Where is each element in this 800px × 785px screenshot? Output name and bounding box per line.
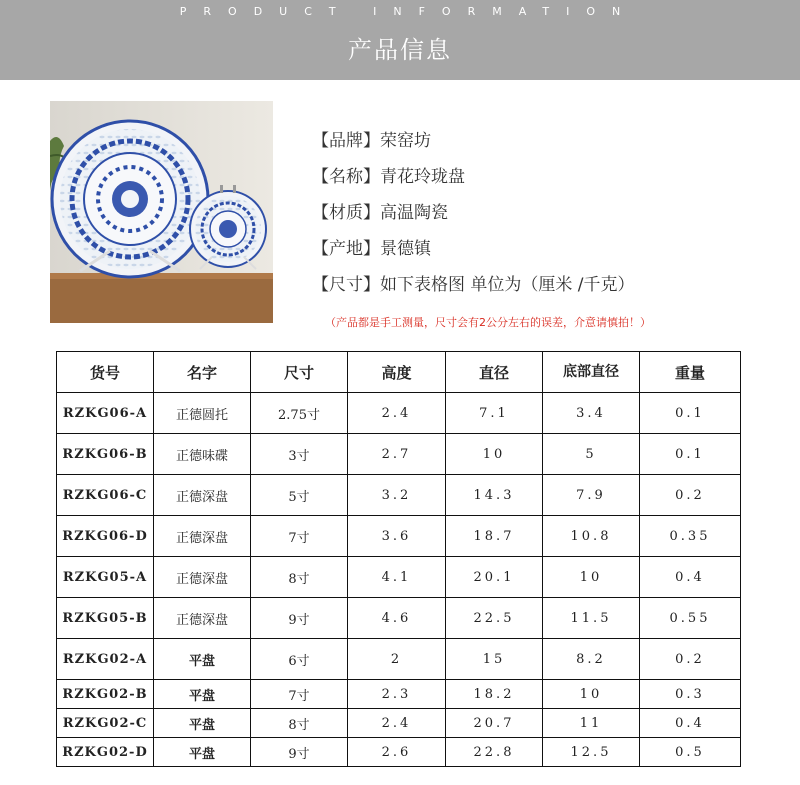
cell-name: 正德深盘: [154, 516, 251, 557]
info-material: 【材质】高温陶瓷: [312, 203, 448, 223]
cell-diameter: 10: [446, 434, 543, 475]
cell-code: RZKG02-D: [57, 738, 154, 767]
cell-base-diameter: 10.8: [543, 516, 640, 557]
cell-weight: 0.4: [640, 557, 741, 598]
table-row: [57, 393, 741, 434]
header-size: 尺寸: [251, 352, 348, 393]
cell-code: RZKG02-A: [57, 639, 154, 680]
cell-code: RZKG05-A: [57, 557, 154, 598]
cell-name: 平盘: [154, 709, 251, 738]
table-row: [57, 738, 741, 767]
header-height: 高度: [348, 352, 446, 393]
cell-name: 正德深盘: [154, 557, 251, 598]
cell-size: 3寸: [251, 434, 348, 475]
cell-base-diameter: 10: [543, 680, 640, 709]
cell-base-diameter: 8.2: [543, 639, 640, 680]
cell-diameter: 20.1: [446, 557, 543, 598]
table-row: [57, 475, 741, 516]
cell-size: 7寸: [251, 680, 348, 709]
cell-code: RZKG06-C: [57, 475, 154, 516]
info-size: 【尺寸】如下表格图 单位为（厘米 /千克）: [312, 275, 635, 295]
cell-height: 3.6: [348, 516, 446, 557]
cell-base-diameter: 12.5: [543, 738, 640, 767]
cell-size: 6寸: [251, 639, 348, 680]
table-row: [57, 598, 741, 639]
cell-base-diameter: 5: [543, 434, 640, 475]
cell-code: RZKG02-B: [57, 680, 154, 709]
table-row: [57, 557, 741, 598]
cell-base-diameter: 11: [543, 709, 640, 738]
cell-weight: 0.1: [640, 434, 741, 475]
product-photo: [50, 101, 273, 323]
cell-code: RZKG05-B: [57, 598, 154, 639]
cell-weight: 0.35: [640, 516, 741, 557]
cell-height: 2: [348, 639, 446, 680]
cell-diameter: 14.3: [446, 475, 543, 516]
table-row: [57, 709, 741, 738]
cell-name: 平盘: [154, 639, 251, 680]
cell-height: 4.1: [348, 557, 446, 598]
product-info: [312, 126, 635, 306]
cell-diameter: 22.5: [446, 598, 543, 639]
cell-code: RZKG06-B: [57, 434, 154, 475]
info-name: 【名称】青花玲珑盘: [312, 167, 465, 187]
cell-size: 8寸: [251, 557, 348, 598]
cell-height: 2.3: [348, 680, 446, 709]
cell-name: 正德味碟: [154, 434, 251, 475]
table-row: [57, 680, 741, 709]
cell-weight: 0.3: [640, 680, 741, 709]
cell-weight: 0.2: [640, 639, 741, 680]
cell-diameter: 15: [446, 639, 543, 680]
cell-name: 平盘: [154, 680, 251, 709]
measurement-note: （产品都是手工测量，尺寸会有2公分左右的误差，介意请慎拍！）: [325, 316, 651, 329]
header-title-en: PRODUCT INFORMATION: [179, 5, 638, 18]
cell-height: 2.6: [348, 738, 446, 767]
cell-name: 正德圆托: [154, 393, 251, 434]
table-header-row: [57, 352, 741, 393]
table-row: [57, 639, 741, 680]
cell-weight: 0.1: [640, 393, 741, 434]
cell-name: 正德深盘: [154, 475, 251, 516]
cell-diameter: 22.8: [446, 738, 543, 767]
cell-diameter: 20.7: [446, 709, 543, 738]
cell-base-diameter: 10: [543, 557, 640, 598]
cell-height: 2.4: [348, 709, 446, 738]
cell-size: 9寸: [251, 738, 348, 767]
cell-size: 2.75寸: [251, 393, 348, 434]
cell-code: RZKG06-A: [57, 393, 154, 434]
cell-name: 平盘: [154, 738, 251, 767]
header-code: 货号: [57, 352, 154, 393]
cell-size: 9寸: [251, 598, 348, 639]
cell-weight: 0.5: [640, 738, 741, 767]
cell-weight: 0.4: [640, 709, 741, 738]
header-title-cn: 产品信息: [348, 36, 452, 64]
info-brand: 【品牌】荣窑坊: [312, 131, 431, 151]
cell-height: 4.6: [348, 598, 446, 639]
header-base-diameter: 底部直径: [543, 352, 640, 393]
cell-base-diameter: 7.9: [543, 475, 640, 516]
cell-height: 2.7: [348, 434, 446, 475]
cell-diameter: 18.7: [446, 516, 543, 557]
cell-base-diameter: 3.4: [543, 393, 640, 434]
cell-height: 3.2: [348, 475, 446, 516]
cell-base-diameter: 11.5: [543, 598, 640, 639]
cell-weight: 0.2: [640, 475, 741, 516]
cell-weight: 0.55: [640, 598, 741, 639]
cell-diameter: 7.1: [446, 393, 543, 434]
cell-code: RZKG02-C: [57, 709, 154, 738]
cell-size: 5寸: [251, 475, 348, 516]
cell-height: 2.4: [348, 393, 446, 434]
cell-size: 8寸: [251, 709, 348, 738]
header-diameter: 直径: [446, 352, 543, 393]
spec-table: [56, 351, 741, 767]
header-name: 名字: [154, 352, 251, 393]
table-row: [57, 516, 741, 557]
info-origin: 【产地】景德镇: [312, 239, 431, 259]
cell-code: RZKG06-D: [57, 516, 154, 557]
table-row: [57, 434, 741, 475]
cell-size: 7寸: [251, 516, 348, 557]
cell-diameter: 18.2: [446, 680, 543, 709]
header-banner: [0, 0, 800, 80]
cell-name: 正德深盘: [154, 598, 251, 639]
header-weight: 重量: [640, 352, 741, 393]
